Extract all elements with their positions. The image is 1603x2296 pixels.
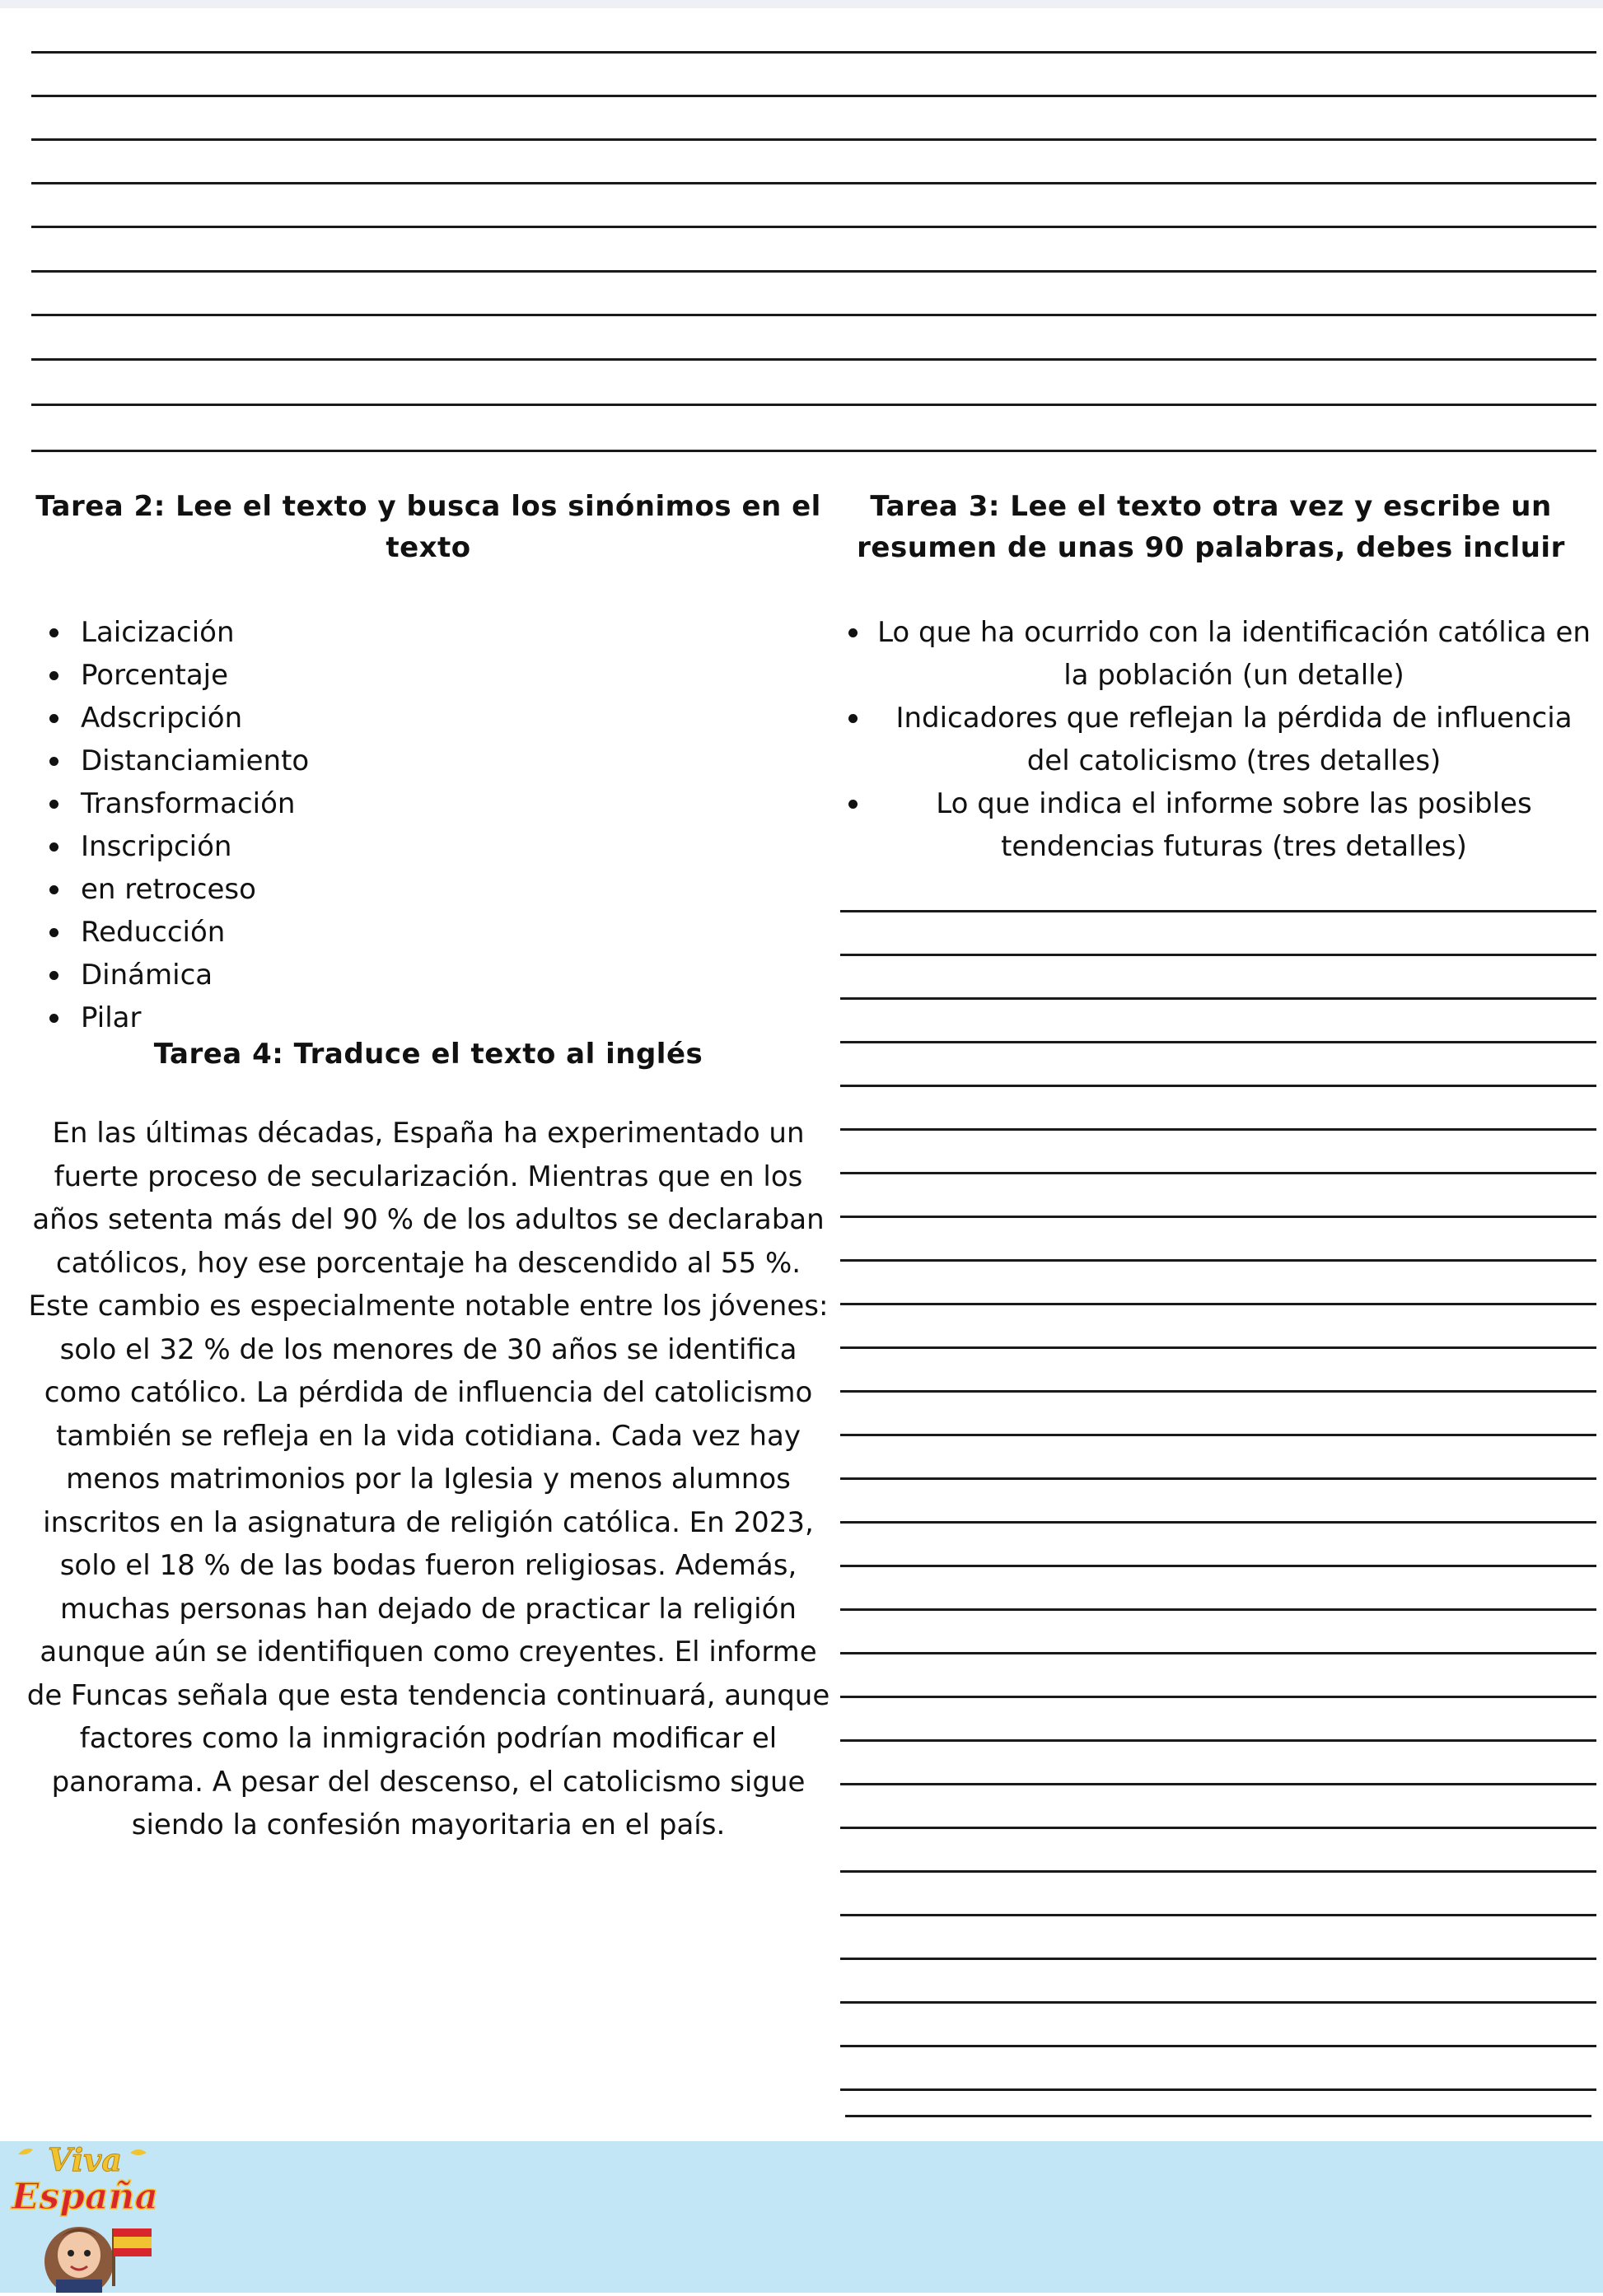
list-item: Adscripción <box>43 697 309 740</box>
writing-line[interactable] <box>840 1827 1596 1829</box>
translation-text: En las últimas décadas, España ha experimentado un fuerte proceso de secularización. Mientras que en los años setenta más del 90 % de los adultos se declaraban católicos, hoy ese porcentaje ha descendido al 55 %. Este cambio es especialmente notable entre los jóvenes: solo el 32 % de los menores de 30 años se identifica como católico. La pérdida de influencia del catolicismo también se refleja en la vida cotidiana. Cada vez hay menos matrimonios por la Iglesia y menos alumnos inscritos en la asignatura de religión católica. En 2023, solo el 18 % de las bodas fueron religiosas. Además, muchas personas han dejado de practicar la religión aunque aún se identifiquen como creyentes. El informe de Funcas señala que esta tendencia continuará, aunque factores como la inmigración podrían modificar el panorama. A pesar del descenso, el catolicismo sigue siendo la confesión mayoritaria en el país. <box>26 1117 830 1841</box>
writing-line[interactable] <box>840 1085 1596 1087</box>
list-item: en retroceso <box>43 868 309 911</box>
writing-line[interactable] <box>840 1696 1596 1698</box>
writing-line[interactable] <box>840 954 1596 956</box>
writing-line[interactable] <box>840 910 1596 912</box>
writing-line[interactable] <box>840 997 1596 1000</box>
writing-line[interactable] <box>31 450 1596 452</box>
writing-line[interactable] <box>840 1652 1596 1654</box>
writing-line[interactable] <box>31 95 1596 97</box>
writing-line[interactable] <box>840 1259 1596 1262</box>
viva-espana-logo <box>7 2138 163 2293</box>
tarea-2-heading: Tarea 2: Lee el texto y busca los sinónimos en el texto <box>35 490 821 564</box>
spain-flag-icon <box>114 2228 152 2286</box>
writing-line[interactable] <box>31 226 1596 228</box>
writing-line[interactable] <box>31 404 1596 406</box>
writing-line[interactable] <box>840 2001 1596 2004</box>
footer-band <box>0 2141 1603 2293</box>
writing-line[interactable] <box>845 2115 1591 2117</box>
writing-line[interactable] <box>840 1434 1596 1436</box>
summary-requirements-list <box>839 611 1596 868</box>
synonyms-list <box>43 611 309 1039</box>
list-item: Indicadores que reflejan la pérdida de influencia del catolicismo (tres detalles) <box>839 697 1596 782</box>
avatar-icon <box>44 2227 114 2293</box>
tarea-4-heading: Tarea 4: Traduce el texto al inglés <box>153 1038 703 1071</box>
writing-line[interactable] <box>840 2045 1596 2047</box>
list-item: Reducción <box>43 911 309 954</box>
writing-line[interactable] <box>840 1958 1596 1960</box>
writing-line[interactable] <box>840 1783 1596 1785</box>
list-item: Porcentaje <box>43 654 309 697</box>
logo-word-viva: Viva <box>48 2141 122 2178</box>
writing-line[interactable] <box>840 1870 1596 1873</box>
logo-word-espana: España <box>11 2176 159 2218</box>
writing-line[interactable] <box>840 2088 1596 2091</box>
list-item: Laicización <box>43 611 309 654</box>
writing-line[interactable] <box>31 314 1596 316</box>
list-item: Lo que ha ocurrido con la identificación católica en la población (un detalle) <box>839 611 1596 697</box>
writing-line[interactable] <box>840 1346 1596 1349</box>
writing-line[interactable] <box>840 1172 1596 1174</box>
writing-line[interactable] <box>840 1041 1596 1043</box>
writing-line[interactable] <box>840 1477 1596 1480</box>
writing-line[interactable] <box>31 51 1596 54</box>
writing-line[interactable] <box>840 1521 1596 1524</box>
writing-line[interactable] <box>31 270 1596 273</box>
writing-line[interactable] <box>840 1216 1596 1218</box>
writing-line[interactable] <box>31 138 1596 141</box>
writing-line[interactable] <box>31 358 1596 361</box>
page-top-border <box>0 0 1603 8</box>
writing-line[interactable] <box>840 1303 1596 1305</box>
list-item: Distanciamiento <box>43 740 309 782</box>
writing-line[interactable] <box>840 1739 1596 1742</box>
writing-line[interactable] <box>840 1565 1596 1567</box>
list-item: Dinámica <box>43 954 309 996</box>
writing-line[interactable] <box>840 1608 1596 1611</box>
list-item: Transformación <box>43 782 309 825</box>
writing-line[interactable] <box>31 182 1596 184</box>
list-item: Lo que indica el informe sobre las posibles tendencias futuras (tres detalles) <box>839 782 1596 868</box>
list-item: Pilar <box>43 996 309 1039</box>
list-item: Inscripción <box>43 825 309 868</box>
writing-line[interactable] <box>840 1128 1596 1131</box>
writing-line[interactable] <box>840 1390 1596 1393</box>
writing-line[interactable] <box>840 1914 1596 1916</box>
tarea-3-heading: Tarea 3: Lee el texto otra vez y escribe un resumen de unas 90 palabras, debes incluir <box>857 490 1565 564</box>
